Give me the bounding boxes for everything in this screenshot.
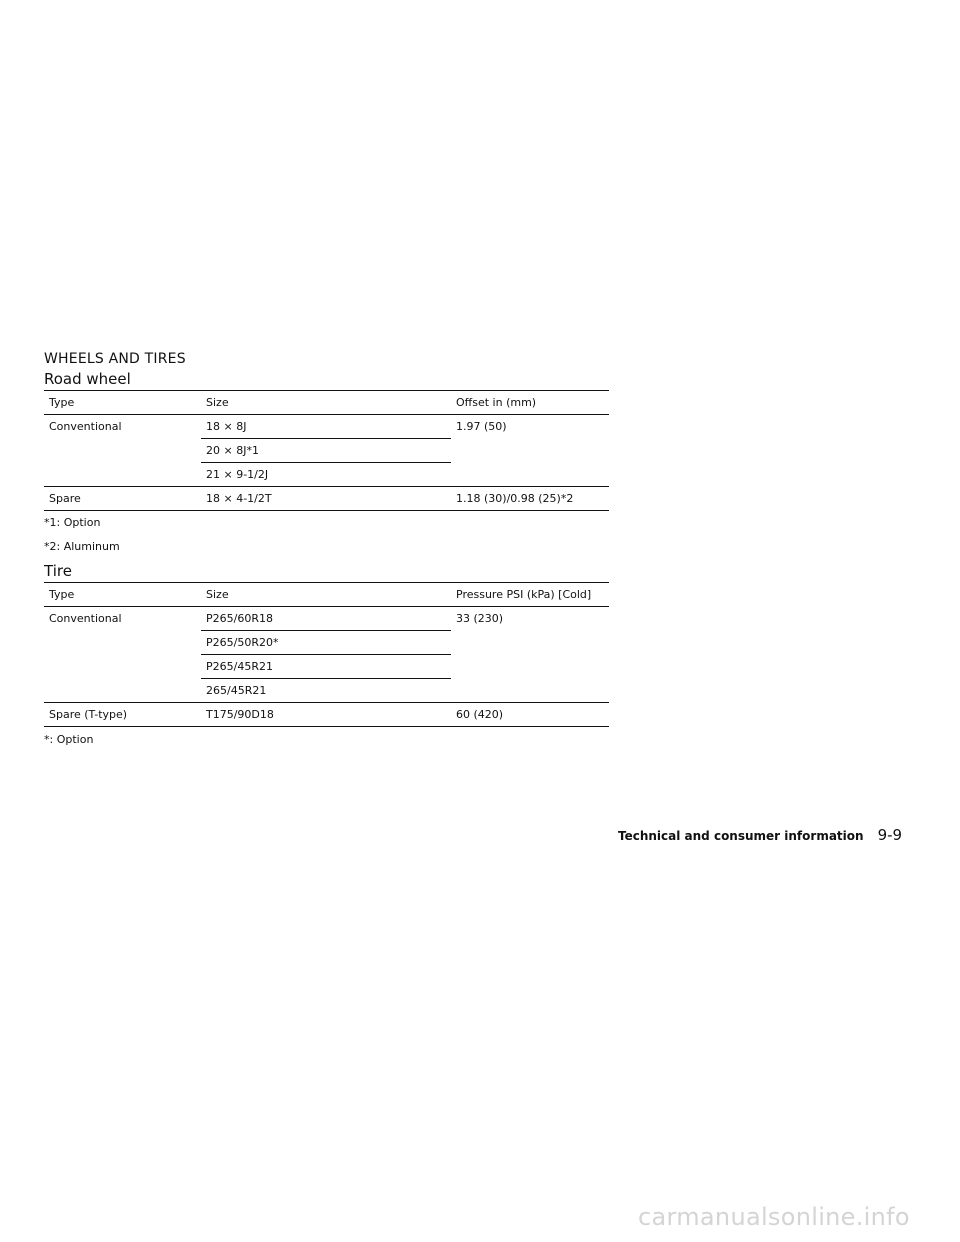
header-size: Size xyxy=(206,588,229,601)
page-number: 9-9 xyxy=(877,826,903,844)
table-header-row xyxy=(44,583,609,607)
type-cell: Spare (T-type) xyxy=(49,708,128,721)
table-row xyxy=(44,607,609,631)
table-row xyxy=(44,415,609,439)
header-offset: Offset in (mm) xyxy=(456,396,537,409)
road-wheel-table xyxy=(44,390,609,511)
table-row xyxy=(44,703,609,727)
size-cell: 18 × 8J xyxy=(201,415,451,439)
road-wheel-title: Road wheel xyxy=(44,370,131,388)
header-pressure: Pressure PSI (kPa) [Cold] xyxy=(456,588,592,601)
watermark: carmanualsonline.info xyxy=(638,1203,910,1231)
size-cell: 20 × 8J*1 xyxy=(201,439,451,463)
size-cell: T175/90D18 xyxy=(206,708,274,721)
size-cell: 21 × 9-1/2J xyxy=(206,468,269,481)
size-cell: 18 × 4-1/2T xyxy=(206,492,272,505)
page-footer xyxy=(618,826,902,844)
size-cell: P265/50R20* xyxy=(201,631,451,655)
tire-table xyxy=(44,582,609,727)
offset-cell: 1.97 (50) xyxy=(456,420,507,433)
type-cell: Conventional xyxy=(49,612,122,625)
footer-label: Technical and consumer information xyxy=(618,829,864,843)
table-row xyxy=(44,487,609,511)
type-cell: Spare xyxy=(49,492,81,505)
table-header-row xyxy=(44,391,609,415)
header-type: Type xyxy=(49,588,75,601)
section-title: WHEELS AND TIRES xyxy=(44,351,186,367)
size-cell: P265/45R21 xyxy=(201,655,451,679)
size-cell: P265/60R18 xyxy=(201,607,451,631)
pressure-cell: 33 (230) xyxy=(456,612,504,625)
size-cell: 265/45R21 xyxy=(206,684,267,697)
header-type: Type xyxy=(49,396,75,409)
footnote-option: *1: Option xyxy=(44,516,101,529)
tire-title: Tire xyxy=(44,562,72,580)
pressure-cell: 60 (420) xyxy=(456,708,504,721)
footnote-option: *: Option xyxy=(44,733,94,746)
footnote-aluminum: *2: Aluminum xyxy=(44,540,120,553)
type-cell: Conventional xyxy=(49,420,122,433)
offset-cell: 1.18 (30)/0.98 (25)*2 xyxy=(456,492,574,505)
header-size: Size xyxy=(206,396,229,409)
